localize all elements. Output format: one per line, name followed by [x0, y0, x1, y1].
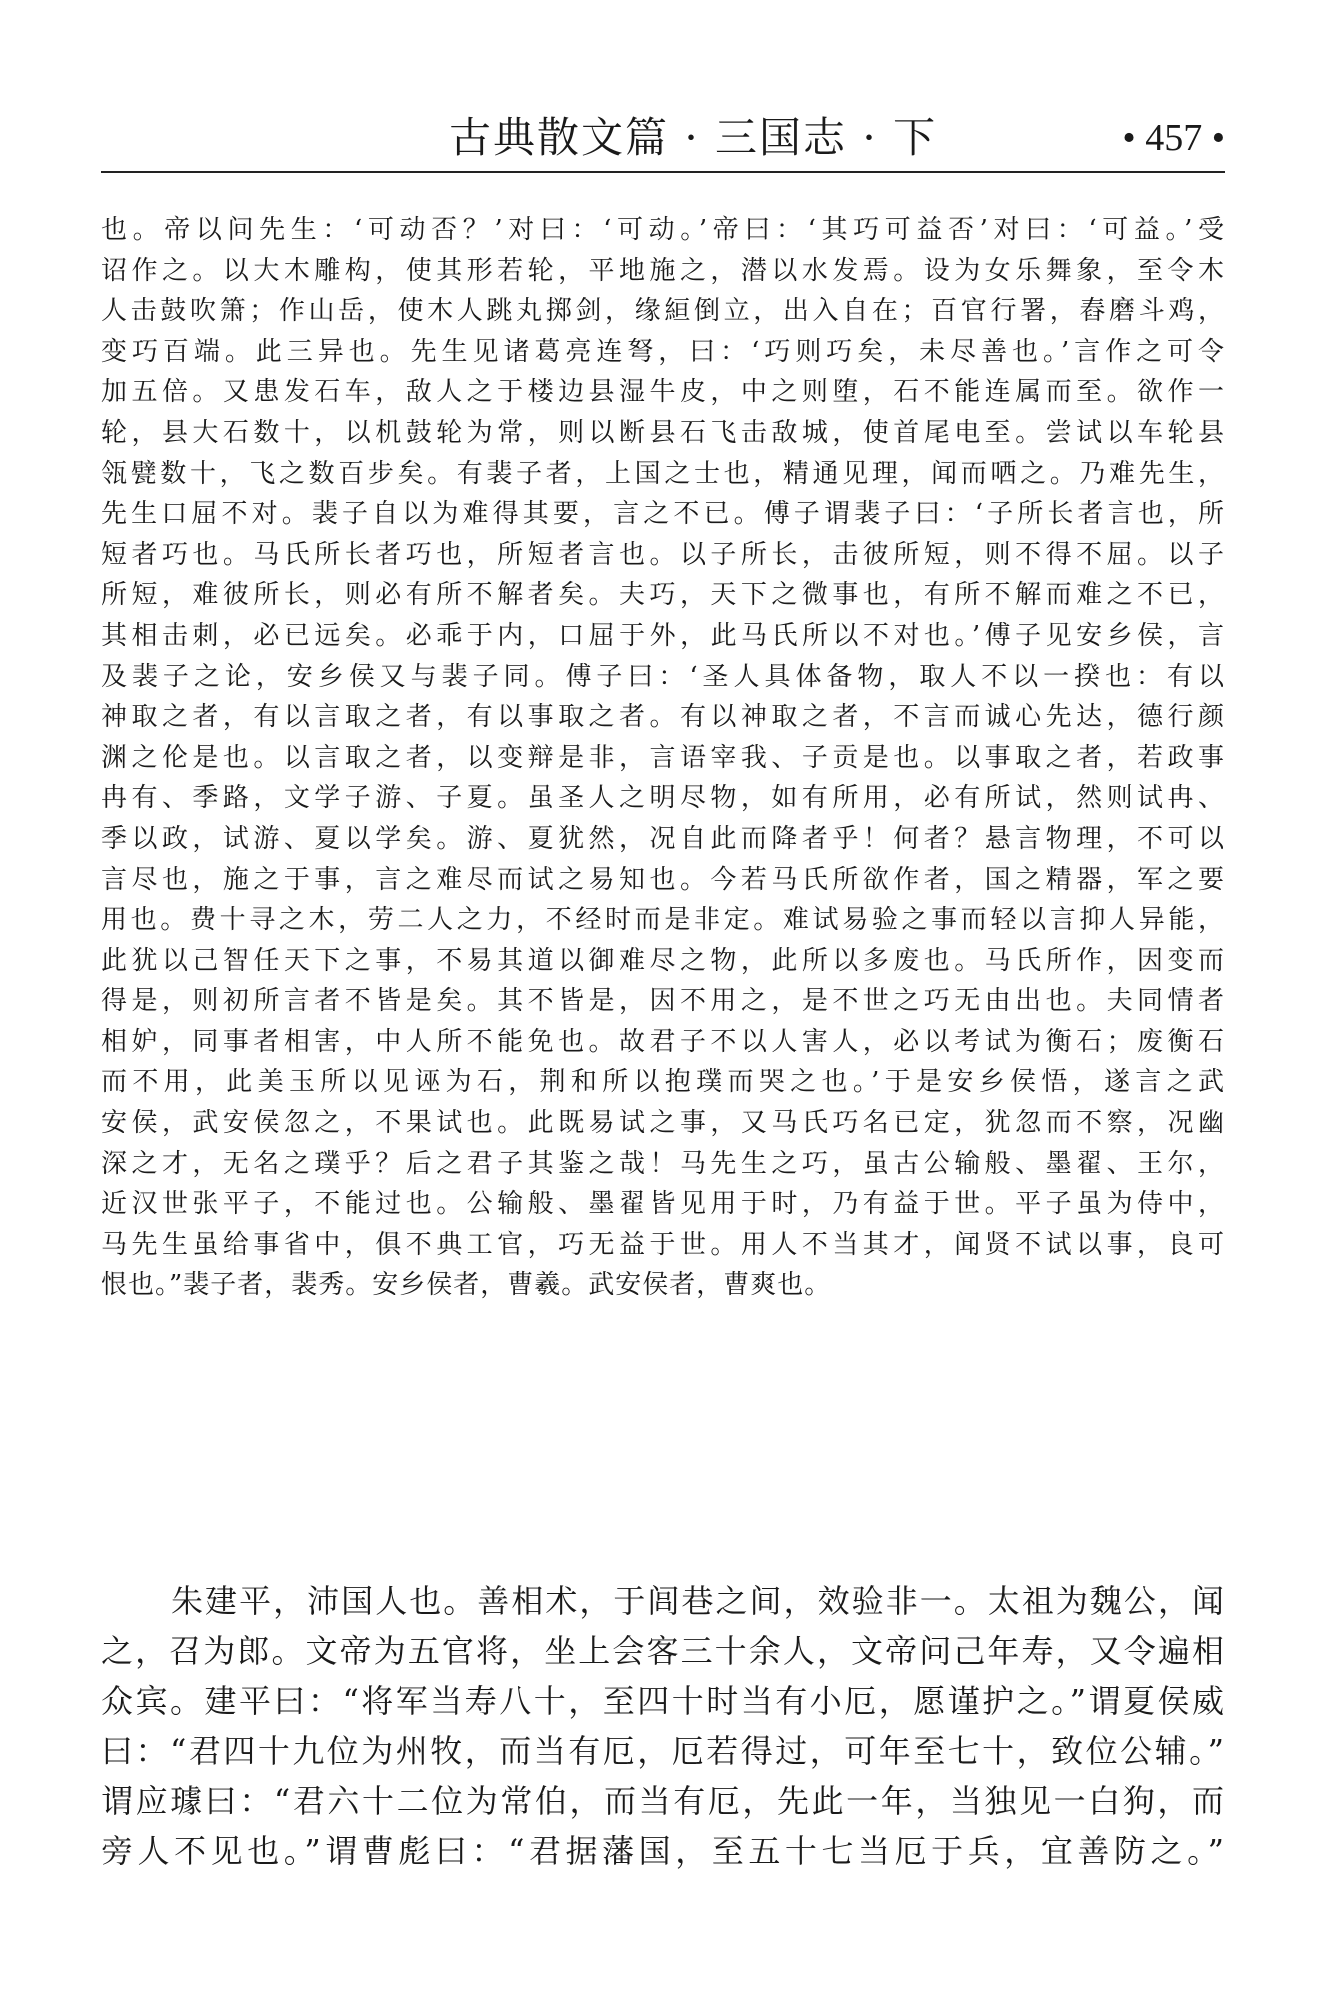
annotation-line: 恨也。”裴子者，裴秀。安乡侯者，曹羲。武安侯者，曹爽也。	[101, 1270, 832, 1301]
body-paragraph	[101, 1576, 1225, 1876]
running-head	[101, 108, 1225, 168]
body-line: 众宾。建平曰：“将军当寿八十，至四十时当有小厄，愿谨护之。”谓夏侯威	[101, 1682, 1225, 1720]
body-line: 曰：“君四十九位为州牧，而当有厄，厄若得过，可年至七十，致位公辅。”	[101, 1732, 1225, 1770]
body-line: 之，召为郎。文帝为五官将，坐上会客三十余人，文帝问己年寿，又令遍相	[101, 1632, 1225, 1670]
annotation-line: 诏作之。以大木雕构，使其形若轮，平地施之，潜以水发焉。设为女乐舞象，至令木	[101, 255, 1225, 286]
annotation-line: 安侯，武安侯忽之，不果试也。此既易试之事，又马氏巧名已定，犹忽而不察，况幽	[101, 1108, 1225, 1139]
annotation-line: 此犹以己智任天下之事，不易其道以御难尽之物，此所以多废也。马氏所作，因变而	[101, 945, 1225, 976]
page-number: • 457 •	[1122, 117, 1225, 159]
annotation-line: 加五倍。又患发石车，敌人之于楼边县湿牛皮，中之则堕，石不能连属而至。欲作一	[101, 377, 1225, 408]
annotation-line: 冉有、季路，文学子游、子夏。虽圣人之明尽物，如有所用，必有所试，然则试冉、	[101, 783, 1225, 814]
annotation-line: 瓴甓数十，飞之数百步矣。有裴子者，上国之士也，精通见理，闻而哂之。乃难先生，	[101, 458, 1225, 489]
annotation-line: 季以政，试游、夏以学矣。游、夏犹然，况自此而降者乎！何者？悬言物理，不可以	[101, 823, 1225, 854]
annotation-line: 轮，县大石数十，以机鼓轮为常，则以断县石飞击敌城，使首尾电至。尝试以车轮县	[101, 417, 1225, 448]
annotation-line: 而不用，此美玉所以见诬为石，荆和所以抱璞而哭之也。’于是安乡侯悟，遂言之武	[101, 1067, 1225, 1098]
annotation-text	[101, 210, 1225, 1306]
annotation-line: 用也。费十寻之木，劳二人之力，不经时而是非定。难试易验之事而轻以言抑人异能，	[101, 905, 1225, 936]
annotation-line: 短者巧也。马氏所长者巧也，所短者言也。以子所长，击彼所短，则不得不屈。以子	[101, 539, 1225, 570]
body-line: 旁人不见也。”谓曹彪曰：“君据藩国，至五十七当厄于兵，宜善防之。”	[101, 1832, 1225, 1870]
body-line: 谓应璩曰：“君六十二位为常伯，而当有厄，先此一年，当独见一白狗，而	[101, 1782, 1225, 1820]
annotation-line: 马先生虽给事省中，俱不典工官，巧无益于世。用人不当其才，闻贤不试以事，良可	[101, 1229, 1225, 1260]
annotation-line: 言尽也，施之于事，言之难尽而试之易知也。今若马氏所欲作者，国之精器，军之要	[101, 864, 1225, 895]
annotation-line: 近汉世张平子，不能过也。公输般、墨翟皆见用于时，乃有益于世。平子虽为侍中，	[101, 1189, 1225, 1220]
annotation-line: 人击鼓吹箫；作山岳，使木人跳丸掷剑，缘絙倒立，出入自在；百官行署，舂磨斗鸡，	[101, 296, 1225, 327]
annotation-line: 变巧百端。此三异也。先生见诸葛亮连弩，曰：‘巧则巧矣，未尽善也。’言作之可令	[101, 336, 1225, 367]
annotation-line: 相妒，同事者相害，中人所不能免也。故君子不以人害人，必以考试为衡石；废衡石	[101, 1026, 1225, 1057]
annotation-line: 所短，难彼所长，则必有所不解者矣。夫巧，天下之微事也，有所不解而难之不已，	[101, 580, 1225, 611]
header-rule	[101, 171, 1225, 173]
annotation-line: 渊之伦是也。以言取之者，以变辩是非，言语宰我、子贡是也。以事取之者，若政事	[101, 742, 1225, 773]
annotation-line: 先生口屈不对。裴子自以为难得其要，言之不已。傅子谓裴子曰：‘子所长者言也，所	[101, 499, 1225, 530]
annotation-line: 深之才，无名之璞乎？后之君子其鉴之哉！马先生之巧，虽古公输般、墨翟、王尔，	[101, 1148, 1225, 1179]
annotation-line: 神取之者，有以言取之者，有以事取之者。有以神取之者，不言而诚心先达，德行颜	[101, 702, 1225, 733]
annotation-line: 及裴子之论，安乡侯又与裴子同。傅子曰：‘圣人具体备物，取人不以一揆也：有以	[101, 661, 1225, 692]
annotation-line: 也。帝以问先生：‘可动否？’对曰：‘可动。’帝曰：‘其巧可益否’对曰：‘可益。’受	[101, 215, 1225, 245]
annotation-line: 其相击刺，必已远矣。必乖于内，口屈于外，此马氏所以不对也。’傅子见安乡侯，言	[101, 620, 1225, 651]
running-title: 古典散文篇 · 三国志 · 下	[449, 113, 938, 162]
body-line: 朱建平，沛国人也。善相术，于闾巷之间，效验非一。太祖为魏公，闻	[171, 1582, 1225, 1620]
annotation-line: 得是，则初所言者不皆是矣。其不皆是，因不用之，是不世之巧无由出也。夫同情者	[101, 986, 1225, 1017]
